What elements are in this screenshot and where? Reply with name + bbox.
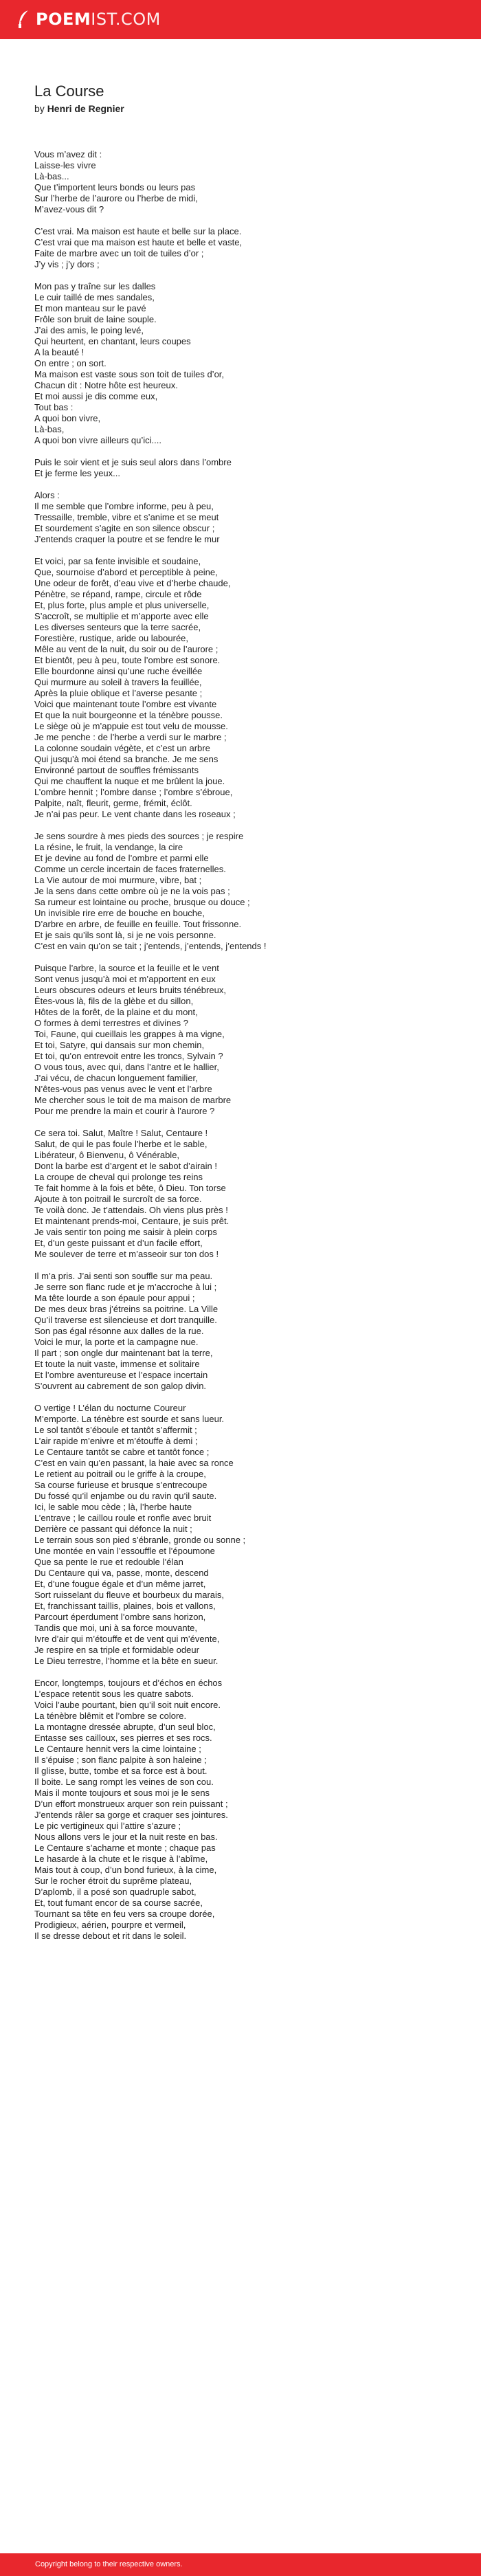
poem-line: Je respire en sa triple et formidable odeur bbox=[34, 1645, 199, 1655]
poem-line: Ce sera toi. Salut, Maître ! Salut, Centaure ! bbox=[34, 1128, 208, 1138]
poem-line: J’ai des amis, le poing levé, bbox=[34, 325, 144, 335]
poem-line: Mêle au vent de la nuit, du soir ou de l’aurore ; bbox=[34, 644, 219, 654]
poem-line: Alors : bbox=[34, 490, 60, 500]
poem-line: Et voici, par sa fente invisible et soudaine, bbox=[34, 556, 201, 566]
poem-line: Nous allons vers le jour et la nuit reste en bas. bbox=[34, 1832, 218, 1842]
poem-line: Et sourdement s’agite en son silence obscur ; bbox=[34, 523, 215, 533]
poem-line: Parcourt éperdument l’ombre sans horizon, bbox=[34, 1612, 206, 1622]
poem-line: Les diverses senteurs que la terre sacrée, bbox=[34, 622, 201, 632]
site-footer bbox=[0, 2553, 481, 2576]
poem-line: Le terrain sous son pied s’ébranle, gronde ou sonne ; bbox=[34, 1535, 246, 1545]
poem-line: Salut, de qui le pas foule l’herbe et le sable, bbox=[34, 1139, 208, 1149]
poem-line: Puisque l’arbre, la source et la feuille et le vent bbox=[34, 963, 219, 973]
poem-line: C’est vrai que ma maison est haute et belle et vaste, bbox=[34, 237, 243, 247]
poem-line: L’espace retentit sous les quatre sabots. bbox=[34, 1689, 194, 1699]
poem-line: Et moi aussi je dis comme eux, bbox=[34, 391, 158, 401]
poem-line: Je la sens dans cette ombre où je ne la vois pas ; bbox=[34, 886, 230, 896]
poem-line: La ténèbre blêmit et l’ombre se colore. bbox=[34, 1711, 187, 1721]
poem-line: Le hasarde à la chute et le risque à l’abîme, bbox=[34, 1854, 208, 1864]
poem-line: La Vie autour de moi murmure, vibre, bat ; bbox=[34, 875, 202, 885]
poem-line: Palpite, naît, fleurit, germe, frémit, éclôt. bbox=[34, 798, 192, 808]
poem-line: Encor, longtemps, toujours et d’échos en échos bbox=[34, 1678, 223, 1688]
poem-line: Tournant sa tête en feu vers sa croupe dorée, bbox=[34, 1909, 215, 1919]
poem-line: Et, d’un geste puissant et d’un facile effort, bbox=[34, 1238, 203, 1248]
poem-line: Sur le rocher étroit du suprême plateau, bbox=[34, 1876, 192, 1886]
poem-line: Une montée en vain l’essouffle et l’époumone bbox=[34, 1546, 215, 1556]
poem-line: Libérateur, ô Bienvenu, ô Vénérable, bbox=[34, 1150, 180, 1160]
poem-line: M’avez-vous dit ? bbox=[34, 204, 104, 214]
poem-line: M’emporte. La ténèbre est sourde et sans lueur. bbox=[34, 1414, 225, 1424]
author-name[interactable]: Henri de Regnier bbox=[47, 103, 124, 114]
poem-line: Mais il monte toujours et sous moi je le sens bbox=[34, 1788, 210, 1798]
poem-line: Prodigieux, aérien, pourpre et vermeil, bbox=[34, 1920, 186, 1930]
poem-line: Le Dieu terrestre, l’homme et la bête en sueur. bbox=[34, 1656, 219, 1666]
poem-line: S’accroît, se multiplie et m’apporte avec elle bbox=[34, 611, 209, 621]
poem-line: Il s’épuise ; son flanc palpite à son haleine ; bbox=[34, 1755, 207, 1765]
poem-line: Elle bourdonne ainsi qu’une ruche éveillée bbox=[34, 666, 203, 676]
poem-line: Il me semble que l’ombre informe, peu à peu, bbox=[34, 501, 214, 511]
poem-line: L’air rapide m’enivre et m’étouffe à demi ; bbox=[34, 1436, 198, 1446]
poem-line: Un invisible rire erre de bouche en bouche, bbox=[34, 908, 205, 918]
poem-line: Ma tête lourde a son épaule pour appui ; bbox=[34, 1293, 195, 1303]
stanza bbox=[34, 281, 447, 446]
stanza bbox=[34, 1128, 447, 1260]
poem-line: Environné partout de souffles frémissants bbox=[34, 765, 199, 775]
poem-line: La montagne dressée abrupte, d’un seul bloc, bbox=[34, 1722, 216, 1732]
logo-wordmark bbox=[36, 9, 161, 30]
poem-line: Du Centaure qui va, passe, monte, descend bbox=[34, 1568, 209, 1578]
poem-line: Et, tout fumant encor de sa course sacrée, bbox=[34, 1898, 203, 1908]
poem-line: Et toi, qu’on entrevoit entre les troncs, Sylvain ? bbox=[34, 1051, 223, 1061]
poem-line: Me soulever de terre et m’asseoir sur ton dos ! bbox=[34, 1249, 219, 1259]
poem-line: Une odeur de forêt, d’eau vive et d’herbe chaude, bbox=[34, 578, 231, 588]
poem-line: O vous tous, avec qui, dans l’antre et le hallier, bbox=[34, 1062, 219, 1072]
poem-line: O formes à demi terrestres et divines ? bbox=[34, 1018, 188, 1028]
poem-line: D’arbre en arbre, de feuille en feuille. Tout frissonne. bbox=[34, 919, 242, 929]
poem-line: S’ouvrent au cabrement de son galop divin. bbox=[34, 1381, 207, 1391]
poem-line: A la beauté ! bbox=[34, 347, 85, 357]
poem-line: De mes deux bras j’étreins sa poitrine. La Ville bbox=[34, 1304, 219, 1314]
poem-line: Sort ruisselant du fleuve et bourbeux du marais, bbox=[34, 1590, 225, 1600]
poem-line: Ma maison est vaste sous son toit de tuiles d’or, bbox=[34, 369, 225, 379]
stanza bbox=[34, 556, 447, 820]
poem-line: Qui jusqu’à moi étend sa branche. Je me sens bbox=[34, 754, 219, 764]
poem-line: La croupe de cheval qui prolonge tes reins bbox=[34, 1172, 203, 1182]
poem-line: Qui heurtent, en chantant, leurs coupes bbox=[34, 336, 191, 346]
poem-line: Sa course furieuse et brusque s’entrecoupe bbox=[34, 1480, 208, 1490]
byline-prefix: by bbox=[34, 103, 45, 114]
poem-line: Entasse ses cailloux, ses pierres et ses rocs. bbox=[34, 1733, 212, 1743]
poem-line: J’y vis ; j’y dors ; bbox=[34, 259, 100, 269]
site-header bbox=[0, 0, 481, 39]
poem-line: Le Centaure tantôt se cabre et tantôt fonce ; bbox=[34, 1447, 210, 1457]
poem-line: A quoi bon vivre ailleurs qu’ici.... bbox=[34, 435, 161, 445]
poem-line: Hôtes de la forêt, de la plaine et du mont, bbox=[34, 1007, 198, 1017]
stanza bbox=[34, 490, 447, 545]
poem-line: Il m’a pris. J’ai senti son souffle sur ma peau. bbox=[34, 1271, 213, 1281]
poem-line: Ici, le sable mou cède ; là, l’herbe haute bbox=[34, 1502, 192, 1512]
poem-line: Le pic vertigineux qui l’attire s’azure ; bbox=[34, 1821, 181, 1831]
stanza bbox=[34, 457, 447, 479]
poem-line: Voici l’aube pourtant, bien qu’il soit nuit encore. bbox=[34, 1700, 221, 1710]
stanza bbox=[34, 149, 447, 215]
poem-line: Me chercher sous le toit de ma maison de marbre bbox=[34, 1095, 232, 1105]
poem-line: Faite de marbre avec un toit de tuiles d’or ; bbox=[34, 248, 204, 258]
poem-line: Vous m’avez dit : bbox=[34, 149, 102, 159]
poem-line: Je vais sentir ton poing me saisir à plein corps bbox=[34, 1227, 217, 1237]
poem-line: Que t’importent leurs bonds ou leurs pas bbox=[34, 182, 196, 192]
poem-line: Laisse-les vivre bbox=[34, 160, 96, 170]
poem-line: Puis le soir vient et je suis seul alors dans l’ombre bbox=[34, 457, 232, 467]
poem-line: Et l’ombre aventureuse et l’espace incertain bbox=[34, 1370, 208, 1380]
poem-line: Et toi, Satyre, qui dansais sur mon chemin, bbox=[34, 1040, 205, 1050]
poem-line: Il glisse, butte, tombe et sa force est à bout. bbox=[34, 1766, 208, 1776]
poem-line: Te voilà donc. Je t’attendais. Oh viens plus près ! bbox=[34, 1205, 228, 1215]
poem-line: Il boite. Le sang rompt les veines de son cou. bbox=[34, 1777, 214, 1787]
poem-line: Après la pluie oblique et l’averse pesante ; bbox=[34, 688, 203, 698]
poem-line: Pénètre, se répand, rampe, circule et rôde bbox=[34, 589, 202, 599]
poem-line: Il se dresse debout et rit dans le soleil. bbox=[34, 1931, 187, 1941]
poem-body bbox=[34, 149, 447, 1942]
poem-line: Le siège où je m’appuie est tout velu de mousse. bbox=[34, 721, 228, 731]
poem-line: Et je ferme les yeux... bbox=[34, 468, 120, 478]
poem-line: Le Centaure hennit vers la cime lointaine ; bbox=[34, 1744, 201, 1754]
poem-line: A quoi bon vivre, bbox=[34, 413, 101, 423]
poem-line: Frôle son bruit de laine souple. bbox=[34, 314, 157, 324]
poem-line: Je n’ai pas peur. Le vent chante dans les roseaux ; bbox=[34, 809, 236, 819]
poem-title: La Course bbox=[34, 82, 104, 100]
poem-line: Que sa pente le rue et redouble l’élan bbox=[34, 1557, 183, 1567]
poem-line: Que, sournoise d’abord et perceptible à peine, bbox=[34, 567, 218, 577]
poem-line: D’aplomb, il a posé son quadruple sabot, bbox=[34, 1887, 197, 1897]
poem-line: C’est vrai. Ma maison est haute et belle sur la place. bbox=[34, 226, 242, 236]
stanza bbox=[34, 226, 447, 270]
poem-line: Je sens sourdre à mes pieds des sources ; je respire bbox=[34, 831, 244, 841]
poem-line: Voici que maintenant toute l’ombre est vivante bbox=[34, 699, 217, 709]
poem-line: Qui me chauffent la nuque et me brûlent la joue. bbox=[34, 776, 225, 786]
poem-line: Dont la barbe est d’argent et le sabot d’airain ! bbox=[34, 1161, 217, 1171]
poem-line: Là-bas, bbox=[34, 424, 65, 434]
poem-line: Et je devine au fond de l’ombre et parmi elle bbox=[34, 853, 209, 863]
poem-line: J’ai vécu, de chacun longuement familier, bbox=[34, 1073, 198, 1083]
poem-line: Voici le mur, la porte et la campagne nue. bbox=[34, 1337, 199, 1347]
poem-line: C’est en vain qu’on se tait ; j’entends, j’entends, j’entends ! bbox=[34, 941, 267, 951]
poem-line: Ivre d’air qui m’étouffe et de vent qui m’évente, bbox=[34, 1634, 220, 1644]
poem-line: Et toute la nuit vaste, immense et solitaire bbox=[34, 1359, 200, 1369]
poem-line: Sont venus jusqu’à moi et m’apportent en eux bbox=[34, 974, 216, 984]
poem-line: Le Centaure s’acharne et monte ; chaque pas bbox=[34, 1843, 216, 1853]
poem-line: Et, plus forte, plus ample et plus universelle, bbox=[34, 600, 210, 610]
poem-line: J’entends râler sa gorge et craquer ses jointures. bbox=[34, 1810, 228, 1820]
poem-line: C’est en vain qu’en passant, la haie avec sa ronce bbox=[34, 1458, 234, 1468]
poem-line: Et, franchissant taillis, plaines, bois et vallons, bbox=[34, 1601, 216, 1611]
poem-line: Toi, Faune, qui cueillais les grappes à ma vigne, bbox=[34, 1029, 225, 1039]
logo-light-text: IST.COM bbox=[91, 10, 161, 29]
poem-line: Et que la nuit bourgeonne et la ténèbre pousse. bbox=[34, 710, 223, 720]
poem-line: Tandis que moi, uni à sa force mouvante, bbox=[34, 1623, 198, 1633]
poem-line: Le retient au poitrail ou le griffe à la croupe, bbox=[34, 1469, 206, 1479]
poem-line: Son pas égal résonne aux dalles de la rue. bbox=[34, 1326, 204, 1336]
poem-line: Qu’il traverse est silencieuse et dort tranquille. bbox=[34, 1315, 217, 1325]
logo-bold-text: POEM bbox=[36, 10, 91, 29]
poem-line: Sa rumeur est lointaine ou proche, brusque ou douce ; bbox=[34, 897, 250, 907]
poem-line: Comme un cercle incertain de faces fraternelles. bbox=[34, 864, 226, 874]
stanza bbox=[34, 1678, 447, 1942]
poem-line: Te fait homme à la fois et bête, ô Dieu. Ton torse bbox=[34, 1183, 226, 1193]
poem-line: D’un effort monstrueux arquer son rein puissant ; bbox=[34, 1799, 228, 1809]
poem-line: On entre ; on sort. bbox=[34, 358, 107, 368]
poem-line: Je me penche : de l’herbe a verdi sur le marbre ; bbox=[34, 732, 227, 742]
poem-line: Êtes-vous là, fils de la glèbe et du sillon, bbox=[34, 996, 194, 1006]
poem-line: Et, d’une fougue égale et d’un même jarret, bbox=[34, 1579, 206, 1589]
poem-line: Tout bas : bbox=[34, 402, 74, 412]
poem-line: Chacun dit : Notre hôte est heureux. bbox=[34, 380, 178, 390]
stanza bbox=[34, 1271, 447, 1392]
poem-line: Pour me prendre la main et courir à l’aurore ? bbox=[34, 1106, 215, 1116]
stanza bbox=[34, 1403, 447, 1667]
poem-line: Qui murmure au soleil à travers la feuillée, bbox=[34, 677, 202, 687]
stanza bbox=[34, 831, 447, 952]
poem-line: La colonne soudain végète, et c’est un arbre bbox=[34, 743, 210, 753]
poem-line: Mon pas y traîne sur les dalles bbox=[34, 281, 156, 291]
poem-line: L’entrave ; le caillou roule et ronfle avec bruit bbox=[34, 1513, 212, 1523]
poem-line: Et bientôt, peu à peu, toute l’ombre est sonore. bbox=[34, 655, 221, 665]
poem-line: J’entends craquer la poutre et se fendre le mur bbox=[34, 534, 220, 544]
poem-line: Du fossé qu’il enjambe ou du ravin qu’il saute. bbox=[34, 1491, 217, 1501]
poem-line: Mais tout à coup, d’un bond furieux, à la cime, bbox=[34, 1865, 217, 1875]
poem-line: Le cuir taillé de mes sandales, bbox=[34, 292, 155, 302]
poem-line: La résine, le fruit, la vendange, la cire bbox=[34, 842, 183, 852]
poem-line: Il part ; son ongle dur maintenant bat la terre, bbox=[34, 1348, 213, 1358]
poem-line: Là-bas... bbox=[34, 171, 69, 181]
copyright-text: Copyright belong to their respective owners. bbox=[35, 2560, 183, 2568]
poem-line: Derrière ce passant qui défonce la nuit ; bbox=[34, 1524, 192, 1534]
poem-line: Et mon manteau sur le pavé bbox=[34, 303, 146, 313]
stanza bbox=[34, 963, 447, 1117]
poem-line: Tressaille, tremble, vibre et s’anime et se meut bbox=[34, 512, 219, 522]
poem-line: Sur l’herbe de l’aurore ou l’herbe de midi, bbox=[34, 193, 198, 203]
poem-line: Leurs obscures odeurs et leurs bruits ténébreux, bbox=[34, 985, 226, 995]
poem-line: Et maintenant prends-moi, Centaure, je suis prêt. bbox=[34, 1216, 230, 1226]
poem-article bbox=[34, 82, 447, 1953]
site-logo[interactable] bbox=[16, 9, 161, 30]
poem-byline bbox=[34, 102, 447, 115]
quill-pen-icon bbox=[16, 10, 31, 29]
poem-line: L’ombre hennit ; l’ombre danse ; l’ombre s’ébroue, bbox=[34, 787, 233, 797]
poem-line: Forestière, rustique, aride ou labourée, bbox=[34, 633, 189, 643]
poem-line: Et je sais qu’ils sont là, si je ne vois personne. bbox=[34, 930, 216, 940]
poem-line: O vertige ! L’élan du nocturne Coureur bbox=[34, 1403, 186, 1413]
poem-line: N’êtes-vous pas venus avec le vent et l’arbre bbox=[34, 1084, 212, 1094]
poem-line: Le sol tantôt s’éboule et tantôt s’affermit ; bbox=[34, 1425, 197, 1435]
poem-line: Je serre son flanc rude et je m’accroche à lui ; bbox=[34, 1282, 217, 1292]
poem-line: Ajoute à ton poitrail le surcroît de sa force. bbox=[34, 1194, 202, 1204]
